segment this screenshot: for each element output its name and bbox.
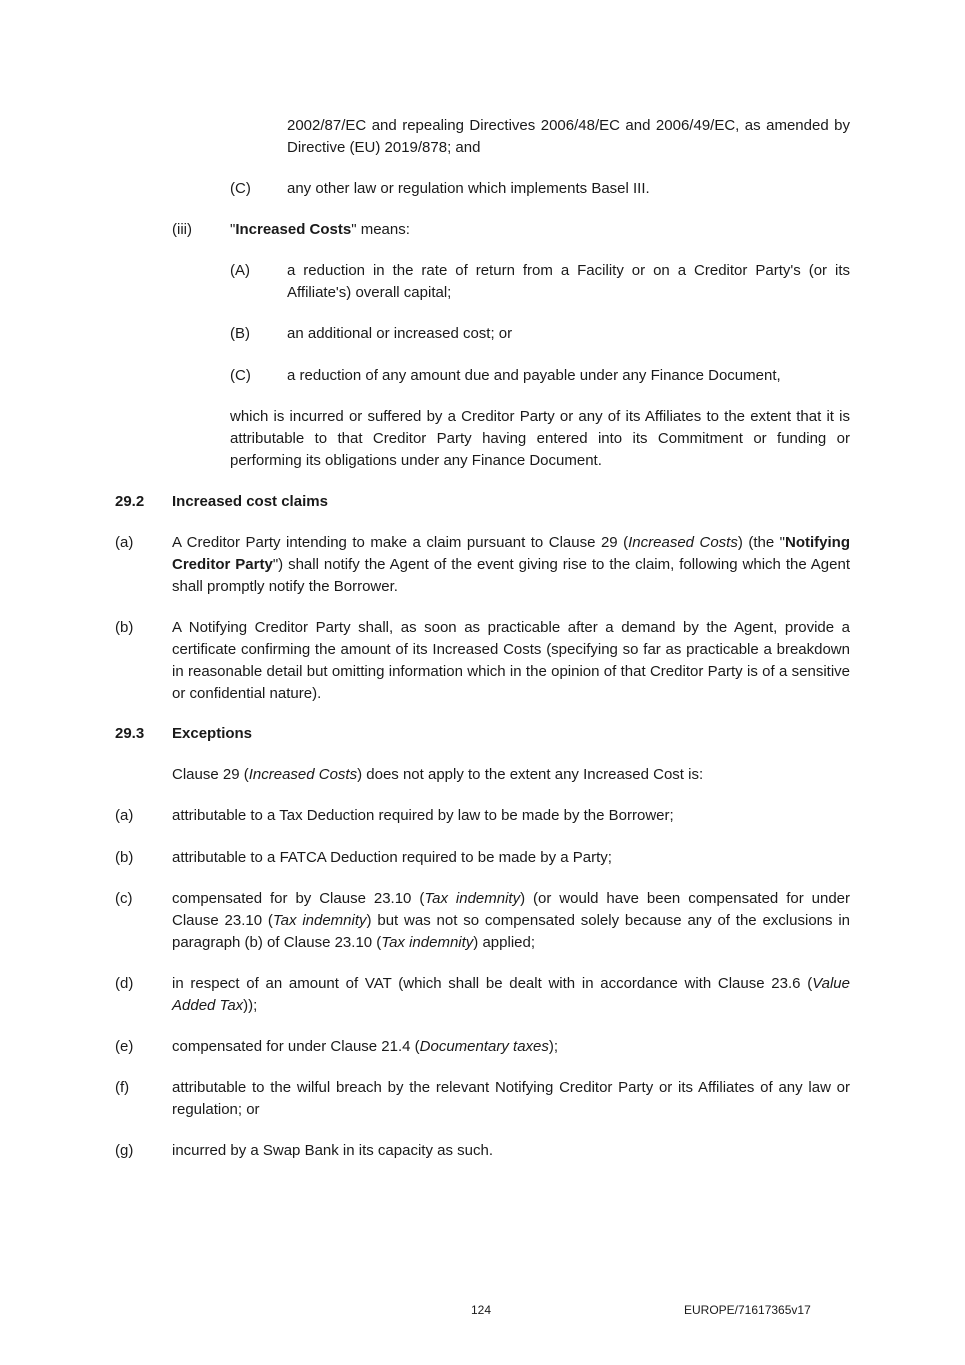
text-run: ); (548, 1038, 559, 1055)
text-run: ") shall notify the Agent of the event giving rise to the claim, following which the Agent shall promptly notify the Borrower. (172, 556, 850, 595)
text-run: ) applied; (473, 934, 536, 951)
para-text-29-3-b: attributable to a FATCA Deduction required to be made by a Party; (172, 849, 612, 866)
text-run: Clause 29 ( (172, 766, 249, 783)
text-run: ) but was not so compensated solely because any of the exclusions in paragraph (b) of Clause 23.10 ( (172, 912, 850, 951)
item-marker-A: (A) (230, 262, 250, 279)
clause-ref-italic: Value Added Tax (172, 975, 850, 1014)
section-title-29-3: Exceptions (172, 725, 253, 742)
section-title-29-2: Increased cost claims (172, 493, 328, 510)
para-text-29-3-a: attributable to a Tax Deduction required by law to be made by the Borrower; (172, 807, 674, 824)
para-marker-29-3-f: (f) (115, 1079, 130, 1096)
clause-ref-italic: Documentary taxes (419, 1038, 549, 1055)
text-run: ) (the " (737, 534, 785, 551)
text-run: A Creditor Party intending to make a claim pursuant to Clause 29 ( (172, 534, 629, 551)
para-marker-29-3-c: (c) (115, 890, 133, 907)
item-text-c: any other law or regulation which implements Basel III. (287, 180, 650, 197)
para-text-29-3-e (172, 1036, 850, 1058)
definition-closing: which is incurred or suffered by a Creditor Party or any of its Affiliates to the extent that it is attributable to that Creditor Party having entered into its Commitment or funding or performing its obligations under any Finance Document. (230, 408, 850, 469)
item-text-C2: a reduction of any amount due and payable under any Finance Document, (287, 367, 781, 384)
clause-ref-italic: Tax indemnity (424, 890, 521, 907)
item-marker-B: (B) (230, 325, 250, 342)
definition-marker-iii: (iii) (172, 221, 192, 238)
document-reference: EUROPE/71617365v17 (684, 1303, 811, 1317)
para-marker-29-2-b: (b) (115, 619, 134, 636)
text-run: ) (or would have been compensated for under Clause 23.10 ( (172, 890, 851, 929)
defined-term: Increased Costs (235, 221, 352, 238)
para-marker-29-3-a: (a) (115, 807, 134, 824)
section-intro-29-3 (172, 764, 850, 786)
section-number-29-2: 29.2 (115, 493, 145, 510)
para-marker-29-2-a: (a) (115, 534, 134, 551)
para-text-29-3-g: incurred by a Swap Bank in its capacity as such. (172, 1142, 493, 1159)
definition-heading (230, 219, 850, 241)
means-text: " means: (351, 221, 410, 238)
clause-ref-italic: Increased Costs (248, 766, 358, 783)
defined-term: Notifying Creditor Party (172, 534, 850, 573)
item-text-A: a reduction in the rate of return from a Facility or on a Creditor Party's (or its Affiliate's) overall capital; (287, 262, 850, 301)
para-text-29-2-b: A Notifying Creditor Party shall, as soon as practicable after a demand by the Agent, provide a certificate confirming the amount of its Increased Costs (specifying so far as practicable a breakdown in reasonable detail but omitting information which in the opinion of that Creditor Party is of a sensitive or confidential nature). (172, 619, 850, 702)
clause-ref-italic: Increased Costs (628, 534, 738, 551)
item-text-B: an additional or increased cost; or (287, 325, 513, 342)
para-marker-29-3-b: (b) (115, 849, 134, 866)
continuation-text: 2002/87/EC and repealing Directives 2006/48/EC and 2006/49/EC, as amended by Directive (EU) 2019/878; and (287, 117, 850, 156)
text-run: in respect of an amount of VAT (which shall be dealt with in accordance with Clause 23.6 ( (172, 975, 813, 992)
para-text-29-2-a (172, 532, 850, 598)
text-run: )); (243, 997, 258, 1014)
item-marker-C2: (C) (230, 367, 251, 384)
clause-ref-italic: Tax indemnity (272, 912, 367, 929)
clause-ref-italic: Tax indemnity (381, 934, 474, 951)
para-text-29-3-c (172, 888, 850, 954)
text-run: compensated for under Clause 21.4 ( (172, 1038, 420, 1055)
item-marker-c: (C) (230, 180, 251, 197)
para-marker-29-3-e: (e) (115, 1038, 134, 1055)
para-marker-29-3-g: (g) (115, 1142, 134, 1159)
section-number-29-3: 29.3 (115, 725, 145, 742)
text-run: compensated for by Clause 23.10 ( (172, 890, 425, 907)
quote-open: " (230, 221, 236, 238)
para-marker-29-3-d: (d) (115, 975, 134, 992)
text-run: ) does not apply to the extent any Increased Cost is: (357, 766, 704, 783)
para-text-29-3-f: attributable to the wilful breach by the relevant Notifying Creditor Party or its Affiliates of any law or regulation; or (172, 1079, 850, 1118)
page-number: 124 (471, 1303, 492, 1317)
para-text-29-3-d (172, 973, 850, 1017)
